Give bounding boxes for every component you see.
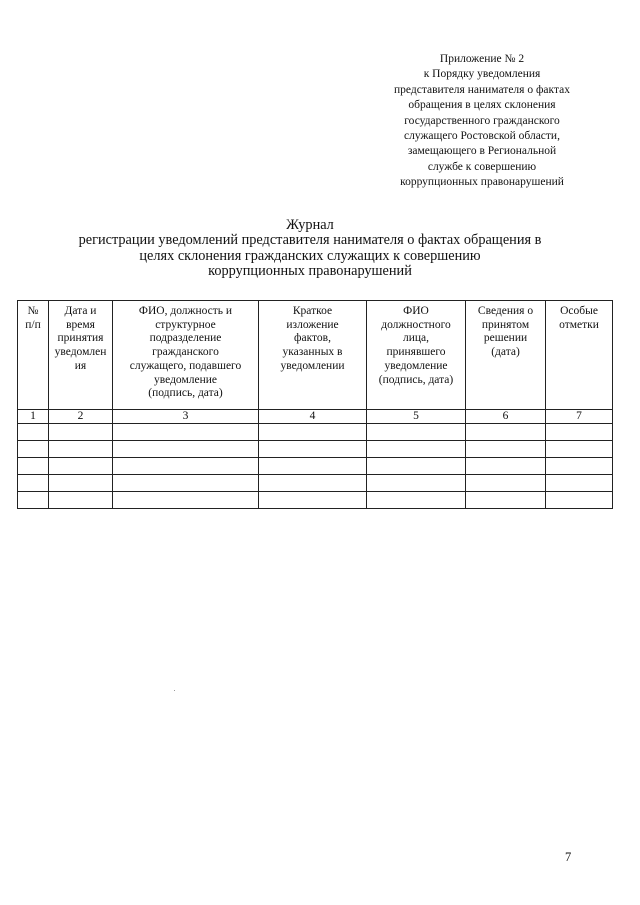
journal-table bbox=[17, 300, 613, 509]
empty-cell bbox=[546, 492, 613, 509]
header-cell-servant-info: ФИО, должность и структурное подразделение гражданского служащего, подавшего уведомление (подпись, дата) bbox=[113, 301, 259, 410]
empty-cell bbox=[113, 458, 259, 475]
column-number-row bbox=[18, 410, 613, 424]
journal-title-line: регистрации уведомлений представителя нанимателя о фактах обращения в bbox=[78, 232, 542, 249]
empty-cell bbox=[49, 424, 113, 441]
empty-cell bbox=[466, 458, 546, 475]
column-number-cell: 4 bbox=[259, 410, 367, 424]
journal-title-line: Журнал bbox=[286, 217, 334, 233]
appendix-reference bbox=[366, 52, 598, 191]
header-cell-decision: Сведения о принятом решении (дата) bbox=[466, 301, 546, 410]
journal-title-line: целях склонения гражданских служащих к совершению bbox=[139, 247, 481, 264]
table-row bbox=[18, 424, 613, 441]
empty-cell bbox=[466, 492, 546, 509]
table-row bbox=[18, 441, 613, 458]
appendix-line: к Порядку уведомления bbox=[423, 68, 541, 81]
empty-cell bbox=[546, 475, 613, 492]
appendix-line: служащего Ростовской области, bbox=[404, 130, 560, 143]
empty-cell bbox=[259, 441, 367, 458]
empty-cell bbox=[367, 441, 466, 458]
empty-cell bbox=[367, 475, 466, 492]
empty-cell bbox=[259, 475, 367, 492]
empty-cell bbox=[18, 441, 49, 458]
header-cell-number: № п/п bbox=[18, 301, 49, 410]
empty-cell bbox=[259, 458, 367, 475]
column-number-cell: 2 bbox=[49, 410, 113, 424]
journal-title-line: коррупционных правонарушений bbox=[208, 263, 412, 280]
empty-cell bbox=[367, 492, 466, 509]
empty-cell bbox=[49, 475, 113, 492]
header-row bbox=[18, 301, 613, 410]
page-number: 7 bbox=[565, 850, 572, 864]
appendix-line: Приложение № 2 bbox=[439, 53, 525, 65]
column-number-cell: 5 bbox=[367, 410, 466, 424]
header-cell-date-time: Дата и время принятия уведомлен ия bbox=[49, 301, 113, 410]
journal-title bbox=[40, 218, 580, 280]
empty-cell bbox=[113, 424, 259, 441]
empty-cell bbox=[113, 492, 259, 509]
empty-cell bbox=[113, 441, 259, 458]
table-row bbox=[18, 458, 613, 475]
empty-cell bbox=[367, 424, 466, 441]
appendix-line: службе к совершению bbox=[427, 160, 537, 173]
column-number-cell: 7 bbox=[546, 410, 613, 424]
table-row bbox=[18, 492, 613, 509]
empty-cell bbox=[466, 424, 546, 441]
empty-cell bbox=[259, 492, 367, 509]
empty-cell bbox=[259, 424, 367, 441]
table-row bbox=[18, 475, 613, 492]
scan-speck bbox=[174, 690, 175, 691]
empty-cell bbox=[546, 441, 613, 458]
empty-cell bbox=[18, 458, 49, 475]
empty-cell bbox=[367, 458, 466, 475]
header-cell-official-info: ФИО должностного лица, принявшего уведомление (подпись, дата) bbox=[367, 301, 466, 410]
empty-cell bbox=[546, 424, 613, 441]
header-cell-summary: Краткое изложение фактов, указанных в уведомлении bbox=[259, 301, 367, 410]
appendix-line: обращения в целях склонения bbox=[408, 99, 556, 112]
empty-cell bbox=[49, 458, 113, 475]
appendix-line: замещающего в Региональной bbox=[407, 145, 557, 158]
appendix-line: представителя нанимателя о фактах bbox=[394, 83, 570, 96]
column-number-cell: 3 bbox=[113, 410, 259, 424]
empty-cell bbox=[466, 475, 546, 492]
empty-cell bbox=[18, 475, 49, 492]
column-number-cell: 6 bbox=[466, 410, 546, 424]
empty-cell bbox=[466, 441, 546, 458]
empty-cell bbox=[49, 441, 113, 458]
header-cell-notes: Особые отметки bbox=[546, 301, 613, 410]
empty-cell bbox=[113, 475, 259, 492]
empty-cell bbox=[49, 492, 113, 509]
empty-cell bbox=[18, 492, 49, 509]
column-number-cell: 1 bbox=[18, 410, 49, 424]
appendix-line: государственного гражданского bbox=[404, 114, 560, 127]
appendix-line: коррупционных правонарушений bbox=[400, 176, 564, 189]
empty-cell bbox=[546, 458, 613, 475]
empty-cell bbox=[18, 424, 49, 441]
